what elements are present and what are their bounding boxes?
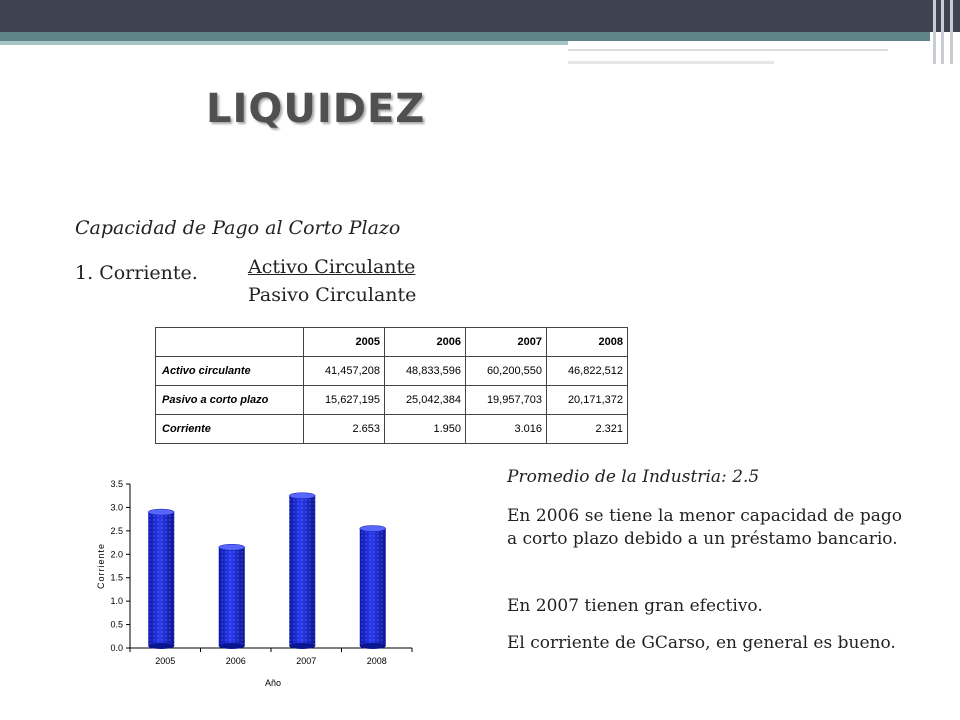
table-header-row [156,328,628,357]
note-paragraph: En 2006 se tiene la menor capacidad de pago a corto plazo debido a un préstamo bancario. [507,506,902,549]
bar-base [148,643,174,649]
x-tick-label: 2008 [366,656,387,666]
table-cell: 46,822,512 [547,357,628,386]
list-item [75,262,198,284]
bar-base [219,643,245,649]
table-cell: 41,457,208 [304,357,385,386]
row-label: Activo circulante [156,357,304,386]
table-header: 2008 [547,328,628,357]
y-tick-label: 3.5 [110,479,123,489]
row-label: Corriente [156,415,304,444]
table-cell: 48,833,596 [385,357,466,386]
table-row [156,357,628,386]
table-header: 2007 [466,328,547,357]
data-table [155,327,628,444]
decor-line [941,0,944,64]
bar-texture [148,512,174,646]
table-cell: 15,627,195 [304,386,385,415]
top-bar [0,0,960,32]
y-tick-label: 3.0 [110,502,123,513]
bar-texture [289,496,315,646]
table-cell: 2.321 [547,415,628,444]
table-header: 2005 [304,328,385,357]
table-cell: 19,957,703 [466,386,547,415]
y-tick-label: 1.0 [110,596,123,607]
y-tick-label: 0.0 [110,643,123,653]
x-tick-label: 2007 [296,656,317,666]
y-tick-label: 2.5 [110,525,123,536]
row-label: Pasivo a corto plazo [156,386,304,415]
accent-line [568,61,774,64]
y-tick-label: 1.5 [110,572,123,583]
bar-base [360,643,386,649]
y-tick-label: 2.0 [110,549,123,560]
x-tick-label: 2006 [225,656,246,666]
table-row [156,415,628,444]
table-cell: 1.950 [385,415,466,444]
table-header: 2006 [385,328,466,357]
accent-stripe [0,32,930,41]
item-label: Corriente. [99,262,198,284]
slide-title: LIQUIDEZ [206,86,426,132]
note-paragraph: En 2007 tienen gran efectivo. [507,596,763,616]
table-cell: 20,171,372 [547,386,628,415]
accent-line [568,49,888,51]
y-tick-label: 0.5 [110,619,123,630]
bar-chart [84,462,414,694]
decor-line [933,0,936,64]
bar-top [148,509,174,515]
y-axis-title: Corriente [96,542,106,590]
fraction-numerator: Activo Circulante [248,256,416,278]
table-row [156,386,628,415]
bar-base [289,643,315,649]
bar-texture [219,547,245,646]
item-number: 1. [75,262,94,284]
industry-average: Promedio de la Industria: 2.5 [507,467,760,487]
slide-subtitle: Capacidad de Pago al Corto Plazo [75,217,401,239]
table-cell: 3.016 [466,415,547,444]
table-cell: 25,042,384 [385,386,466,415]
bar-texture [360,529,386,646]
table-cell: 60,200,550 [466,357,547,386]
bar-top [289,493,315,499]
fraction-denominator: Pasivo Circulante [248,284,417,306]
decor-line [950,0,953,64]
note-paragraph: El corriente de GCarso, en general es bueno. [507,633,896,653]
accent-stripe-light [0,41,568,45]
table-header [156,328,304,357]
bar-top [360,526,386,532]
x-tick-label: 2005 [155,656,176,666]
x-axis-title: Año [264,678,282,688]
bar-top [219,544,245,550]
table-cell: 2.653 [304,415,385,444]
